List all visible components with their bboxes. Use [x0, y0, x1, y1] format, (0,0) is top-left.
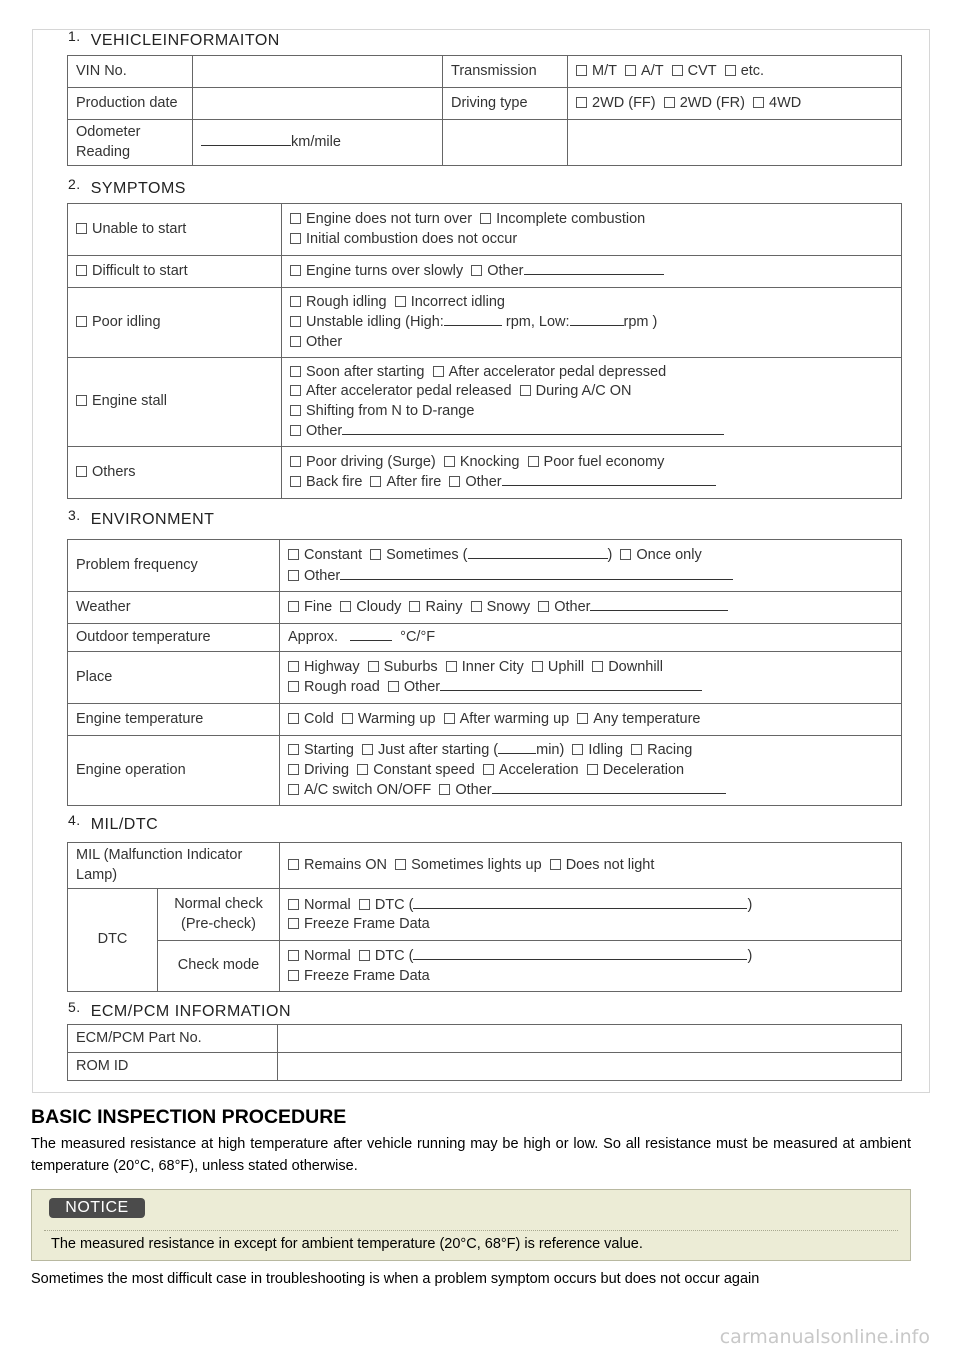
checkbox[interactable]	[288, 661, 299, 672]
rom-id-label: ROM ID	[68, 1053, 278, 1081]
vin-label: VIN No.	[68, 56, 193, 88]
checkbox[interactable]	[368, 661, 379, 672]
driving-type-label: Driving type	[443, 88, 568, 120]
checkbox[interactable]	[446, 661, 457, 672]
mil-label: MIL (Malfunction Indicator Lamp)	[68, 843, 280, 889]
checkbox[interactable]	[288, 744, 299, 755]
checkbox[interactable]	[370, 476, 381, 487]
checkbox[interactable]	[290, 425, 301, 436]
closing-paragraph: Sometimes the most difficult case in troubleshooting is when a problem symptom occurs but does not occur again	[31, 1271, 760, 1287]
checkbox[interactable]	[359, 899, 370, 910]
checkbox[interactable]	[538, 601, 549, 612]
checkbox[interactable]	[587, 764, 598, 775]
odometer-label: Odometer Reading	[68, 120, 193, 166]
checkbox[interactable]	[395, 296, 406, 307]
checkbox[interactable]	[357, 764, 368, 775]
checkbox[interactable]	[753, 97, 764, 108]
checkbox[interactable]	[471, 601, 482, 612]
checkbox[interactable]	[520, 385, 531, 396]
vin-value[interactable]	[193, 56, 443, 88]
odometer-value[interactable]: km/mile	[193, 120, 443, 166]
ecm-part-value[interactable]	[278, 1025, 902, 1053]
checkbox[interactable]	[290, 405, 301, 416]
checkbox[interactable]	[572, 744, 583, 755]
symptom-engine-stall: Engine stall	[68, 358, 282, 447]
notice-box	[31, 1189, 911, 1261]
notice-badge: NOTICE	[49, 1198, 145, 1218]
section-1-heading: 1. VEHICLEINFORMAITON	[68, 28, 280, 49]
symptoms-table: Unable to start Engine does not turn over Incomplete combustion Initial combustion does not occur Difficult to start Engine turns over slowly Other Poor idling Rough idling Incorrect idling Unstable idling (High: rpm, Low: rpm ) Other Engine stall Soon after starting After accelerator pedal depressed After accelerator pedal released During A/C ON Shifting from N to D-range Other Others Poor driving (Surge) Knocking Poor fuel economy Back fire After fire Other	[67, 203, 902, 499]
checkbox[interactable]	[76, 395, 87, 406]
checkbox[interactable]	[409, 601, 420, 612]
checkbox[interactable]	[433, 366, 444, 377]
checkbox[interactable]	[576, 65, 587, 76]
section-2-heading: 2. SYMPTOMS	[68, 176, 186, 197]
checkbox[interactable]	[288, 899, 299, 910]
checkbox[interactable]	[592, 661, 603, 672]
problem-frequency-label: Problem frequency	[68, 540, 280, 592]
checkbox[interactable]	[577, 713, 588, 724]
checkbox[interactable]	[672, 65, 683, 76]
check-mode-label: Check mode	[158, 941, 280, 992]
checkbox[interactable]	[340, 601, 351, 612]
ecm-info-table	[67, 1024, 902, 1081]
checkbox[interactable]	[290, 233, 301, 244]
checkbox[interactable]	[550, 859, 561, 870]
vehicle-info-table	[67, 55, 902, 166]
checkbox[interactable]	[290, 213, 301, 224]
symptom-others: Others	[68, 447, 282, 499]
checkbox[interactable]	[620, 549, 631, 560]
transmission-label: Transmission	[443, 56, 568, 88]
section-heading: BASIC INSPECTION PROCEDURE	[31, 1106, 347, 1128]
symptom-difficult-to-start: Difficult to start	[68, 256, 282, 288]
checkbox[interactable]	[395, 859, 406, 870]
production-date-label: Production date	[68, 88, 193, 120]
checkbox[interactable]	[290, 366, 301, 377]
engine-operation-label: Engine operation	[68, 736, 280, 806]
checkbox[interactable]	[288, 784, 299, 795]
checkbox[interactable]	[76, 316, 87, 327]
checkbox[interactable]	[439, 784, 450, 795]
checkbox[interactable]	[471, 265, 482, 276]
intro-paragraph: The measured resistance at high temperature after vehicle running may be high or low. So all resistance must be measured at ambient temperature (20°C, 68°F), unless stated otherwise.	[31, 1136, 911, 1174]
checkbox[interactable]	[480, 213, 491, 224]
checkbox[interactable]	[76, 265, 87, 276]
transmission-options: M/T A/T CVT etc.	[568, 56, 902, 88]
checkbox[interactable]	[288, 950, 299, 961]
site-watermark: carmanualsonline.info	[719, 1326, 930, 1348]
checkbox[interactable]	[576, 97, 587, 108]
checkbox[interactable]	[290, 476, 301, 487]
checkbox[interactable]	[532, 661, 543, 672]
checkbox[interactable]	[631, 744, 642, 755]
checkbox[interactable]	[664, 97, 675, 108]
checkbox[interactable]	[288, 859, 299, 870]
checkbox[interactable]	[76, 223, 87, 234]
section-5-heading: 5. ECM/PCM INFORMATION	[68, 999, 291, 1020]
checkbox[interactable]	[290, 456, 301, 467]
checkbox[interactable]	[370, 549, 381, 560]
checkbox[interactable]	[290, 296, 301, 307]
checkbox[interactable]	[290, 336, 301, 347]
checkbox[interactable]	[388, 681, 399, 692]
checkbox[interactable]	[288, 764, 299, 775]
checkbox[interactable]	[528, 456, 539, 467]
checkbox[interactable]	[483, 764, 494, 775]
checkbox[interactable]	[288, 549, 299, 560]
checkbox[interactable]	[359, 950, 370, 961]
environment-table: Problem frequency Constant Sometimes ( ) Once only Other Weather Fine Cloudy Rainy Snowy Other Outdoor temperature Approx. °C/°F Place Highway Suburbs Inner City Uphill Downhill Rough road Other Engine temperature Cold Warming up After warming up Any temperature Engine operation Starting Just after starting ( min) Idling Racing Driving Constant speed Acceleration Deceleration A/C switch ON/OFF Other	[67, 539, 902, 806]
place-label: Place	[68, 652, 280, 704]
notice-text: The measured resistance in except for ambient temperature (20°C, 68°F) is reference value.	[51, 1236, 643, 1252]
checkbox[interactable]	[625, 65, 636, 76]
checkbox[interactable]	[290, 265, 301, 276]
checkbox[interactable]	[362, 744, 373, 755]
checkbox[interactable]	[290, 385, 301, 396]
mil-dtc-table: MIL (Malfunction Indicator Lamp) Remains ON Sometimes lights up Does not light DTC Normal check (Pre-check) Normal DTC ( ) Freeze Frame Data Check mode Normal DTC ( ) Freeze Frame Data	[67, 842, 902, 992]
checkbox[interactable]	[290, 316, 301, 327]
checkbox[interactable]	[288, 681, 299, 692]
dtc-label: DTC	[68, 889, 158, 992]
checkbox[interactable]	[288, 713, 299, 724]
checkbox[interactable]	[288, 918, 299, 929]
section-3-heading: 3. ENVIRONMENT	[68, 507, 215, 528]
checkbox[interactable]	[444, 456, 455, 467]
notice-divider	[44, 1230, 898, 1231]
checkbox[interactable]	[444, 713, 455, 724]
checkbox[interactable]	[288, 970, 299, 981]
symptom-unable-to-start: Unable to start	[68, 204, 282, 256]
ecm-part-label: ECM/PCM Part No.	[68, 1025, 278, 1053]
checkbox[interactable]	[76, 466, 87, 477]
checkbox[interactable]	[342, 713, 353, 724]
normal-check-label: Normal check (Pre-check)	[158, 889, 280, 941]
weather-label: Weather	[68, 592, 280, 624]
symptom-poor-idling: Poor idling	[68, 288, 282, 358]
outdoor-temperature-label: Outdoor temperature	[68, 624, 280, 652]
engine-temperature-label: Engine temperature	[68, 704, 280, 736]
section-4-heading: 4. MIL/DTC	[68, 812, 159, 833]
checkbox[interactable]	[449, 476, 460, 487]
rom-id-value[interactable]	[278, 1053, 902, 1081]
driving-type-options: 2WD (FF) 2WD (FR) 4WD	[568, 88, 902, 120]
checkbox[interactable]	[288, 601, 299, 612]
checkbox[interactable]	[725, 65, 736, 76]
production-date-value[interactable]	[193, 88, 443, 120]
checkbox[interactable]	[288, 570, 299, 581]
